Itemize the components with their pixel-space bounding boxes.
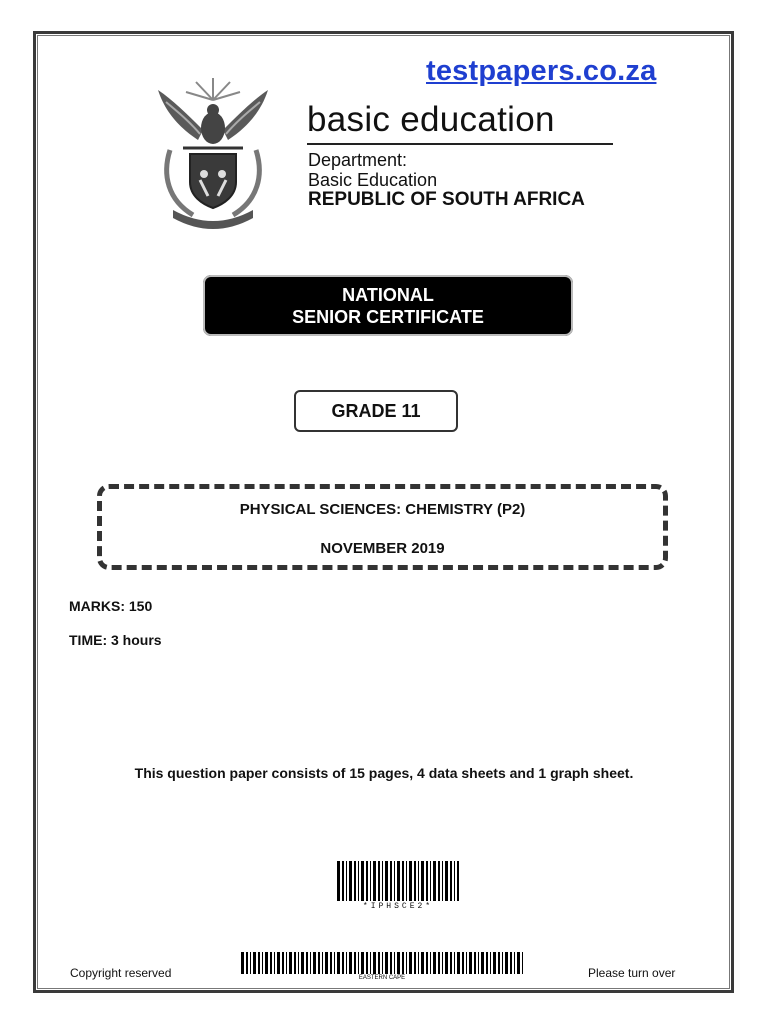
department-brand [307,100,555,140]
barcode-bar [265,952,268,974]
watermark-link[interactable]: testpapers.co.za [426,55,657,87]
barcode-bar [342,861,344,901]
barcode-bar [474,952,476,974]
turn-over-text: Please turn over [588,966,676,980]
barcode-bar [258,952,260,974]
grade-badge: GRADE 11 [294,390,458,432]
barcode-bar [334,952,335,974]
barcode-bar [454,861,455,901]
barcode-bar [361,861,364,901]
barcode-bar [282,952,284,974]
barcode-bar [414,861,416,901]
barcode-bar [373,952,376,974]
barcode-bar [385,861,388,901]
barcode-bar [349,861,352,901]
barcode-bar [418,952,419,974]
barcode-bar [354,952,356,974]
barcode-bar [510,952,512,974]
barcode-bar [262,952,263,974]
barcode-bar [418,861,419,901]
barcode-bar [361,952,364,974]
copyright-text: Copyright reserved [70,966,172,980]
barcode-bar [349,952,352,974]
barcode-bar [445,952,448,974]
barcode-bar [486,952,488,974]
barcode-bar [378,861,380,901]
barcode-bar [250,952,251,974]
barcode-bar [462,952,464,974]
barcode-code: *IPHSCE2* [362,902,434,911]
barcode-bar [358,861,359,901]
certificate-banner [203,275,573,336]
barcode-bar [490,952,491,974]
marks-label: MARKS: 150 [69,598,153,614]
barcode-bar [478,952,479,974]
barcode-bar [318,952,320,974]
barcode-bar [354,861,356,901]
barcode-bar [310,952,311,974]
barcode-bar [274,952,275,974]
barcode-bar [430,861,431,901]
barcode-bar [406,861,407,901]
barcode-bar [522,952,523,974]
barcode-bar [301,952,304,974]
barcode-bar [378,952,380,974]
barcode-icon [241,952,523,974]
barcode-bar [466,952,467,974]
barcode-bar [330,952,332,974]
barcode-bar [394,861,395,901]
barcode-bar [390,861,392,901]
barcode-bar [402,861,404,901]
barcode-bar [421,952,424,974]
barcode-bar [409,952,412,974]
barcode-bar [414,952,416,974]
barcode-bar [450,952,452,974]
barcode-bar [277,952,280,974]
barcode-bar [342,952,344,974]
barcode-bar [294,952,296,974]
barcode-bar [346,952,347,974]
barcode-bar [385,952,388,974]
exam-date: NOVEMBER 2019 [320,540,445,557]
barcode-bar [426,861,428,901]
barcode-bar [433,861,436,901]
certificate-line1: NATIONAL [342,285,434,305]
department-name: Basic Education [308,170,438,190]
coat-of-arms-icon [148,70,278,230]
barcode-bar [298,952,299,974]
barcode-bar [433,952,436,974]
barcode-bar [366,861,368,901]
page-count-note: This question paper consists of 15 pages, 4 data sheets and 1 graph sheet. [134,765,634,781]
barcode-bar [390,952,392,974]
barcode-bar [322,952,323,974]
barcode-bar [397,952,400,974]
barcode-bar [469,952,472,974]
barcode-bar [457,952,460,974]
barcode-bar [358,952,359,974]
barcode-bar [253,952,256,974]
barcode-bar [337,861,340,901]
barcode-icon [337,861,459,901]
barcode-bar [442,861,443,901]
barcode-bar [382,952,383,974]
barcode-bar [421,861,424,901]
barcode-bar [325,952,328,974]
barcode-bar [481,952,484,974]
barcode-bar [370,861,371,901]
barcode-bar [382,861,383,901]
barcode-bar [505,952,508,974]
barcode-bar [426,952,428,974]
barcode-bar [270,952,272,974]
barcode-bar [514,952,515,974]
barcode-bar [397,861,400,901]
time-label: TIME: 3 hours [69,632,162,648]
brand-title: basic education [307,100,555,139]
barcode-bar [442,952,443,974]
barcode-bar [373,861,376,901]
barcode-bar [366,952,368,974]
barcode-region: EASTERN CAPE [358,975,406,981]
barcode-bar [406,952,407,974]
barcode-bar [370,952,371,974]
country-name: REPUBLIC OF SOUTH AFRICA [308,189,585,210]
barcode-bar [409,861,412,901]
department-label: Department: [308,150,408,170]
subject-name: PHYSICAL SCIENCES: CHEMISTRY (P2) [239,501,526,518]
barcode-bar [241,952,244,974]
barcode-bar [502,952,503,974]
certificate-line2: SENIOR CERTIFICATE [292,307,484,327]
subject-panel [97,484,668,570]
barcode-bar [438,952,440,974]
barcode-bar [445,861,448,901]
barcode-bar [450,861,452,901]
barcode-bar [457,861,459,901]
barcode-bar [394,952,395,974]
barcode-bar [289,952,292,974]
barcode-bar [517,952,520,974]
barcode-bar [286,952,287,974]
barcode-bar [498,952,500,974]
barcode-bar [246,952,248,974]
barcode-bar [337,952,340,974]
brand-divider [307,143,613,145]
barcode-bar [454,952,455,974]
barcode-bar [430,952,431,974]
barcode-bar [493,952,496,974]
barcode-bar [402,952,404,974]
barcode-bar [346,861,347,901]
barcode-bar [306,952,308,974]
barcode-bar [313,952,316,974]
barcode-bar [438,861,440,901]
